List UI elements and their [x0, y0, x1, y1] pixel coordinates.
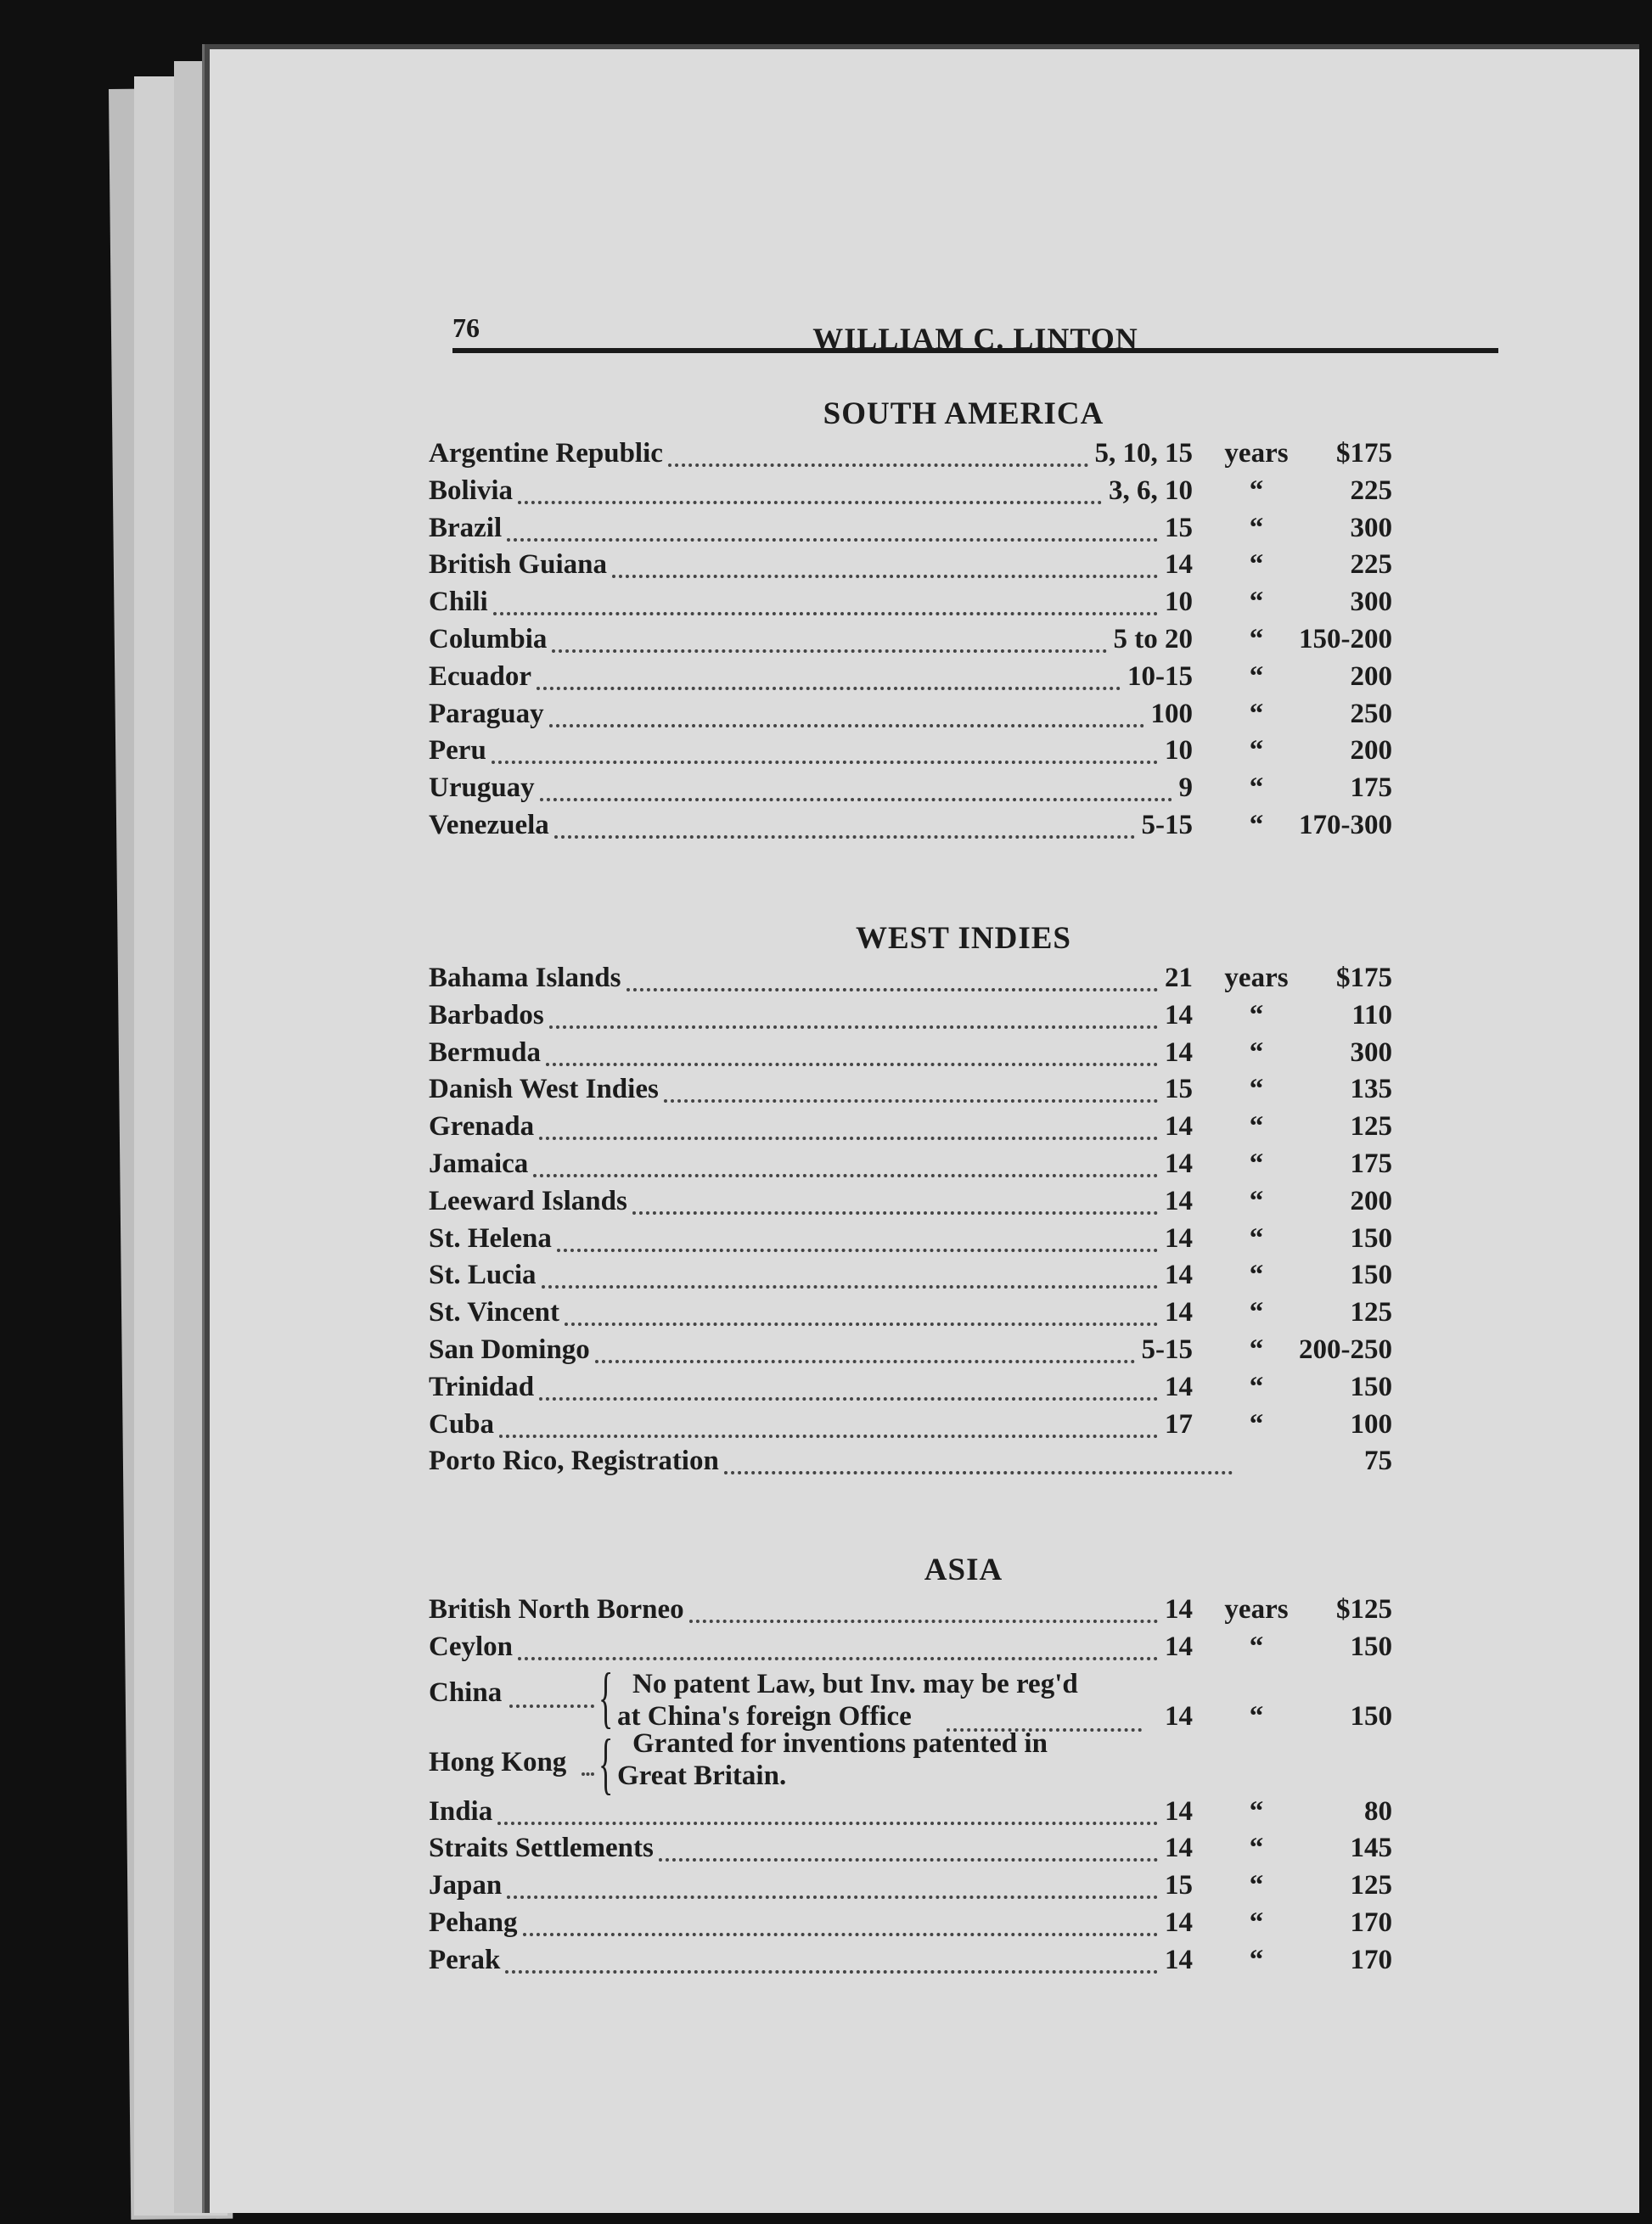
entry-name: Ceylon: [429, 1631, 513, 1662]
brace-glyph: {: [598, 1726, 614, 1801]
section-title: ASIA: [924, 1553, 1003, 1587]
entry-fee: 80: [1364, 1795, 1392, 1827]
entry-name: Venezuela: [429, 809, 549, 840]
table-row: [429, 1149, 1498, 1186]
dot-leader: [612, 575, 1158, 578]
entry-term: 14: [1165, 1260, 1193, 1291]
table-row: [429, 1870, 1498, 1907]
entry-unit: “: [1249, 475, 1264, 506]
entry-fee: 135: [1350, 1074, 1392, 1105]
entry-name: St. Helena: [429, 1222, 552, 1254]
entry-name-hong-kong: Hong Kong: [429, 1746, 567, 1778]
entry-term: 21: [1165, 963, 1193, 993]
entry-fee: $125: [1336, 1594, 1392, 1625]
entry-term: 14: [1165, 1944, 1193, 1975]
entry-name: Perak: [429, 1944, 501, 1975]
table-row: [429, 1796, 1498, 1834]
entry-unit: “: [1249, 1297, 1264, 1328]
entry-term: 5 to 20: [1113, 623, 1193, 654]
entry-fee: 225: [1350, 475, 1392, 506]
entry-name: Danish West Indies: [429, 1074, 659, 1105]
entry-term: 14: [1165, 1036, 1193, 1068]
entry-unit: “: [1249, 809, 1264, 840]
page-number: 76: [452, 312, 480, 343]
entry-fee: 300: [1350, 1036, 1392, 1068]
entry-name: British North Borneo: [429, 1594, 684, 1625]
entry-unit: “: [1249, 1833, 1264, 1864]
book-page: [202, 44, 1639, 2213]
entry-unit: “: [1249, 1074, 1264, 1105]
entry-unit: “: [1249, 1371, 1264, 1402]
dot-leader: [557, 1249, 1158, 1252]
entry-term: 14: [1165, 1907, 1193, 1938]
table-row: [429, 1594, 1498, 1631]
entry-unit: “: [1249, 549, 1264, 581]
china-term: 14: [1165, 1700, 1193, 1732]
entry-name: Grenada: [429, 1111, 535, 1143]
hongkong-note-line2: Great Britain.: [617, 1760, 787, 1791]
asia-rows-after: [429, 1796, 1498, 1982]
entry-term: 14: [1165, 1222, 1193, 1254]
running-title: WILLIAM C. LINTON: [812, 322, 1138, 356]
entry-unit: “: [1249, 1148, 1264, 1179]
entry-unit: “: [1249, 660, 1264, 692]
entry-unit: “: [1249, 1944, 1264, 1975]
entry-name: Trinidad: [429, 1371, 535, 1402]
entry-term: 14: [1165, 1594, 1193, 1625]
entry-fee: 150: [1350, 1631, 1392, 1662]
dot-leader: [509, 1705, 594, 1708]
china-note-line1: No patent Law, but Inv. may be reg'd: [632, 1668, 1078, 1699]
dot-leader: [542, 1285, 1158, 1289]
table-row: [429, 1907, 1498, 1945]
dot-leader: [493, 612, 1158, 615]
entry-unit: “: [1249, 623, 1264, 654]
section-west-indies: [429, 920, 1498, 1483]
table-row: [429, 1000, 1498, 1037]
table-row: [429, 1260, 1498, 1297]
entry-term: 14: [1165, 1833, 1193, 1864]
entry-name: Straits Settlements: [429, 1833, 654, 1864]
dot-leader: [492, 761, 1158, 764]
entry-name: India: [429, 1795, 493, 1827]
entry-term: 14: [1165, 1371, 1193, 1402]
dot-leader: [537, 687, 1121, 690]
entry-name: Cuba: [429, 1408, 495, 1440]
entry-term: 9: [1178, 772, 1193, 804]
dot-leader: [549, 1025, 1158, 1029]
entry-name: Porto Rico, Registration: [429, 1446, 719, 1477]
dot-leader: [689, 1620, 1158, 1623]
asia-rows-before: [429, 1594, 1498, 1669]
entry-fee: 150: [1350, 1260, 1392, 1291]
dot-leader: [507, 1895, 1158, 1899]
entry-unit: “: [1249, 999, 1264, 1031]
dot-leader: [518, 1657, 1158, 1660]
table-row: [429, 1186, 1498, 1223]
dot-leader: [507, 538, 1158, 542]
entry-term: 5-15: [1141, 809, 1193, 840]
table-row: [429, 1334, 1498, 1372]
entry-name: St. Vincent: [429, 1297, 560, 1328]
entry-unit: “: [1249, 1408, 1264, 1440]
entry-fee: 100: [1350, 1408, 1392, 1440]
dot-leader: [523, 1933, 1158, 1936]
entry-term: 14: [1165, 999, 1193, 1031]
table-row: [429, 1223, 1498, 1261]
entry-name: Ecuador: [429, 660, 532, 692]
table-row: [429, 1631, 1498, 1669]
entry-fee: 125: [1350, 1297, 1392, 1328]
entry-term: 14: [1165, 1185, 1193, 1216]
entry-name: Brazil: [429, 512, 503, 543]
entry-name: British Guiana: [429, 549, 607, 581]
entry-name: Paraguay: [429, 698, 544, 729]
entry-term: 3, 6, 10: [1109, 475, 1193, 506]
entry-fee: 150: [1350, 1371, 1392, 1402]
entry-name: Bolivia: [429, 475, 514, 506]
dot-leader: [632, 1211, 1158, 1215]
entry-name: Columbia: [429, 623, 548, 654]
entry-term: 14: [1165, 1297, 1193, 1328]
dot-leader: [724, 1471, 1233, 1474]
dot-leader: [539, 1397, 1158, 1401]
table-row: [429, 1074, 1498, 1111]
west-indies-rows: [429, 963, 1498, 1483]
entry-name: Uruguay: [429, 772, 535, 804]
entry-unit: “: [1249, 1870, 1264, 1901]
dot-leader: [539, 1137, 1158, 1140]
entry-name: Argentine Republic: [429, 438, 663, 469]
entry-name: Pehang: [429, 1907, 518, 1938]
entry-unit: years: [1224, 438, 1289, 469]
dot-leader: [549, 724, 1144, 727]
dot-leader: [554, 835, 1135, 839]
entry-term: 100: [1150, 698, 1193, 729]
entry-fee: 250: [1350, 698, 1392, 729]
dot-leader: [565, 1323, 1158, 1326]
entry-term: 14: [1165, 1631, 1193, 1662]
entry-term: 14: [1165, 1148, 1193, 1179]
table-row: [429, 810, 1498, 847]
entry-term: 5, 10, 15: [1094, 438, 1193, 469]
entry-name: Barbados: [429, 999, 544, 1031]
entry-fee: 225: [1350, 549, 1392, 581]
entry-fee: $175: [1336, 438, 1392, 469]
entry-fee: 170: [1350, 1944, 1392, 1975]
entry-name-china: China: [429, 1676, 503, 1708]
entry-unit: “: [1249, 735, 1264, 767]
entry-fee: 175: [1350, 1148, 1392, 1179]
entry-fee: 150: [1350, 1222, 1392, 1254]
dot-leader: [540, 798, 1172, 801]
table-row: [429, 624, 1498, 661]
dot-leader: [546, 1063, 1158, 1066]
entry-term: 14: [1165, 1111, 1193, 1143]
table-row: [429, 549, 1498, 587]
entry-name: Japan: [429, 1870, 503, 1901]
entry-term: 14: [1165, 1795, 1193, 1827]
entry-unit: “: [1249, 772, 1264, 804]
entry-term: 15: [1165, 1074, 1193, 1105]
entry-fee: 200: [1350, 735, 1392, 767]
entry-name: Jamaica: [429, 1148, 529, 1179]
entry-unit: “: [1249, 512, 1264, 543]
hongkong-note-line1: Granted for inventions patented in: [632, 1727, 1048, 1759]
section-title: WEST INDIES: [855, 921, 1071, 956]
entry-fee: 175: [1350, 772, 1392, 804]
entry-unit: “: [1249, 1334, 1264, 1365]
dot-leader: [533, 1174, 1158, 1177]
table-row: [429, 438, 1498, 475]
entry-term: 15: [1165, 512, 1193, 543]
table-row: [429, 475, 1498, 513]
dot-leader: [518, 501, 1102, 504]
entry-name: Bermuda: [429, 1036, 541, 1068]
table-row: [429, 1111, 1498, 1149]
dot-leader: [582, 1772, 594, 1776]
south-america-rows: [429, 438, 1498, 847]
entry-unit: years: [1224, 963, 1289, 993]
dot-leader: [668, 463, 1088, 467]
entry-unit: “: [1249, 1036, 1264, 1068]
entry-unit: “: [1249, 1907, 1264, 1938]
entry-fee: 300: [1350, 587, 1392, 618]
table-row: [429, 1833, 1498, 1870]
entry-fee: 170: [1350, 1907, 1392, 1938]
entry-fee: $175: [1336, 963, 1392, 993]
table-row: [429, 661, 1498, 699]
table-row: [429, 735, 1498, 772]
dot-leader: [499, 1435, 1158, 1438]
entry-unit: “: [1249, 1795, 1264, 1827]
table-row: [429, 1297, 1498, 1334]
table-row: [429, 699, 1498, 736]
entry-unit: “: [1249, 698, 1264, 729]
table-row: [429, 963, 1498, 1000]
dot-leader: [497, 1822, 1158, 1825]
dot-leader: [552, 649, 1106, 653]
dot-leader: [595, 1360, 1135, 1363]
entry-fee: 150-200: [1299, 623, 1392, 654]
dot-leader: [505, 1970, 1158, 1974]
entry-name: St. Lucia: [429, 1260, 537, 1291]
table-row: [429, 1945, 1498, 1982]
entry-term: 5-15: [1141, 1334, 1193, 1365]
section-asia: [429, 1552, 1498, 1982]
entry-fee: 300: [1350, 512, 1392, 543]
table-row: [429, 513, 1498, 550]
entry-term: 10: [1165, 587, 1193, 618]
entry-term: 10: [1165, 735, 1193, 767]
dot-leader: [664, 1099, 1158, 1103]
table-row: [429, 1037, 1498, 1075]
page-header: [452, 263, 1498, 356]
entry-unit: “: [1249, 1631, 1264, 1662]
entry-unit: years: [1224, 1594, 1289, 1625]
brace-glyph: {: [598, 1660, 614, 1735]
entry-name: San Domingo: [429, 1334, 590, 1365]
entry-name: Peru: [429, 735, 486, 767]
section-title: SOUTH AMERICA: [823, 396, 1104, 431]
table-row: [429, 1446, 1498, 1483]
entry-fee: 125: [1350, 1870, 1392, 1901]
entry-unit: “: [1249, 587, 1264, 618]
entry-name: Chili: [429, 587, 488, 618]
entry-unit: “: [1249, 1185, 1264, 1216]
hongkong-note-block: [429, 1726, 1498, 1801]
section-south-america: [429, 396, 1498, 847]
entry-name: Bahama Islands: [429, 963, 621, 993]
table-row: [429, 587, 1498, 624]
entry-fee: 200: [1350, 1185, 1392, 1216]
entry-fee: 145: [1350, 1833, 1392, 1864]
entry-unit: “: [1249, 1222, 1264, 1254]
entry-fee: 200: [1350, 660, 1392, 692]
entry-term: 17: [1165, 1408, 1193, 1440]
table-row: [429, 1372, 1498, 1409]
dot-leader: [627, 988, 1158, 991]
entry-term: 10-15: [1127, 660, 1193, 692]
entry-fee: 110: [1351, 999, 1392, 1031]
china-note-line2: at China's foreign Office: [617, 1700, 912, 1732]
table-row: [429, 1409, 1498, 1446]
entry-name: Leeward Islands: [429, 1185, 627, 1216]
china-unit: “: [1249, 1700, 1264, 1732]
entry-fee: 75: [1364, 1446, 1392, 1477]
entry-fee: 170-300: [1299, 809, 1392, 840]
entry-unit: “: [1249, 1260, 1264, 1291]
entry-fee: 200-250: [1299, 1334, 1392, 1365]
table-row: [429, 772, 1498, 810]
entry-unit: “: [1249, 1111, 1264, 1143]
entry-term: 15: [1165, 1870, 1193, 1901]
china-fee: 150: [1350, 1700, 1392, 1732]
dot-leader: [659, 1858, 1158, 1862]
entry-fee: 125: [1350, 1111, 1392, 1143]
entry-term: 14: [1165, 549, 1193, 581]
